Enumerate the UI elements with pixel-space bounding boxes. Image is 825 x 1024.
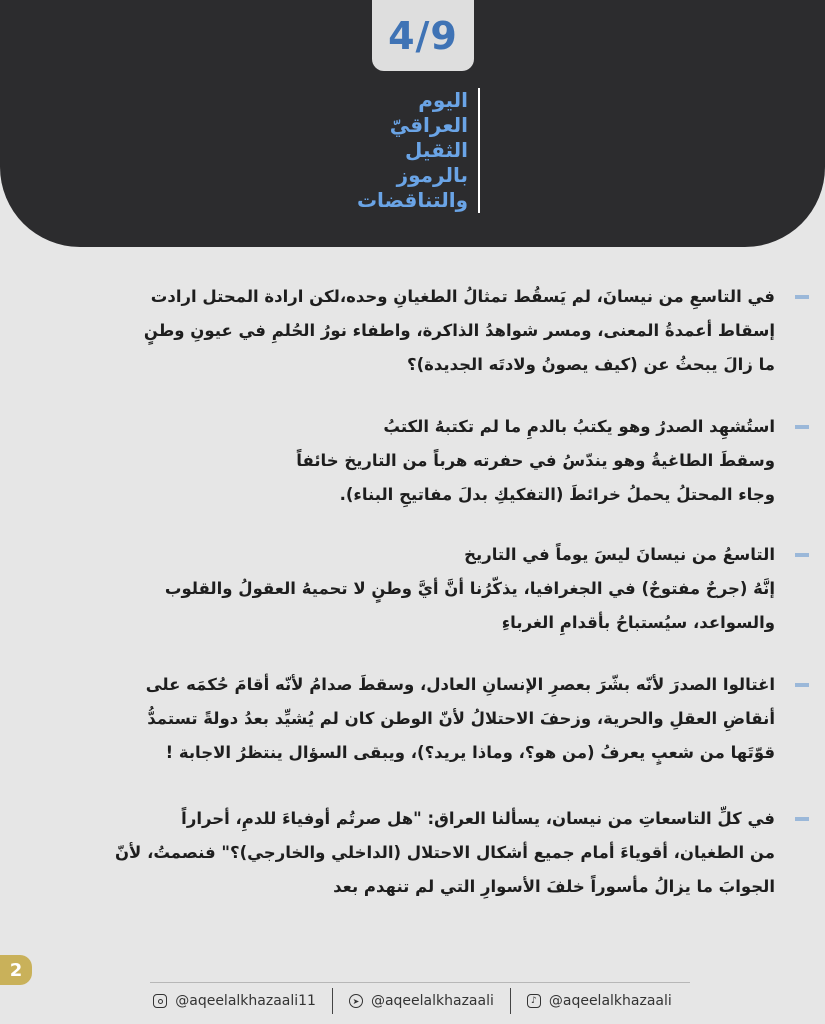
telegram-handle[interactable]	[333, 993, 510, 1009]
instagram-icon	[153, 994, 167, 1008]
paragraph-5	[45, 802, 775, 904]
paragraph-1	[45, 280, 775, 382]
paragraph-4	[45, 668, 775, 770]
paragraph-3	[45, 538, 775, 640]
paragraph-line: أنقاضِ العقلِ والحرية، وزحفَ الاحتلالُ لأنّ الوطن كان لم يُشيِّد بعدُ دولةً تستمدُّ	[147, 709, 775, 728]
title-line: بالرموز	[396, 163, 468, 187]
telegram-icon: ➤	[349, 994, 363, 1008]
title-line: العراقيّ	[389, 113, 468, 137]
paragraph-line: استُشهِد الصدرُ وهو يكتبُ بالدمِ ما لم تكتبهُ الكتبُ	[383, 417, 775, 436]
instagram-handle[interactable]	[137, 993, 332, 1009]
date-text: 4/9	[388, 13, 458, 58]
telegram-handle-text: @aqeelalkhazaali	[370, 993, 494, 1009]
tiktok-handle-text: @aqeelalkhazaali	[548, 993, 672, 1009]
paragraph-line: اغتالوا الصدرَ لأنّه بشّرَ بعصرِ الإنسانِ العادل، وسقطَ صدامُ لأنّه أقامَ حُكمَه على	[145, 675, 775, 694]
paragraph-line: إنَّهُ (جرحٌ مفتوحٌ) في الجغرافيا، يذكّرُنا أنَّ أيَّ وطنٍ لا تحميهُ العقولُ والقلوب	[164, 579, 775, 598]
paragraph-line: في كلِّ التاسعاتِ من نيسان، يسألنا العراق: "هل صرتُم أوفياءَ للدمِ، أحراراً	[181, 809, 775, 828]
date-badge	[372, 0, 474, 71]
title-line: اليوم	[418, 88, 468, 112]
tiktok-handle[interactable]	[511, 993, 688, 1009]
bullet-dash-icon	[795, 295, 809, 299]
title-block	[340, 88, 480, 213]
paragraph-line: الجوابَ ما يزالُ مأسوراً خلفَ الأسوارِ التي لم تنهدم بعد	[333, 877, 775, 896]
paragraph-2	[45, 410, 775, 512]
paragraph-line: ما زالَ يبحثُ عن (كيف يصونُ ولادتَه الجديدة)؟	[407, 355, 775, 374]
paragraph-line: التاسعُ من نيسانَ ليسَ يوماً في التاريخ	[464, 545, 775, 564]
bullet-dash-icon	[795, 425, 809, 429]
paragraph-line: من الطغيان، أقوياءَ أمام جميع أشكال الاحتلال (الداخلي والخارجي)؟" فنصمتُ، لأنّ	[114, 843, 775, 862]
title-line: والتناقضات	[356, 188, 468, 212]
paragraph-line: وجاء المحتلُ يحملُ خرائطَ (التفكيكِ بدلَ مفاتيحِ البناء).	[339, 485, 775, 504]
tiktok-icon: ♪	[527, 994, 541, 1008]
bullet-dash-icon	[795, 683, 809, 687]
footer-socials	[0, 985, 825, 1017]
footer-divider	[150, 982, 690, 983]
page-number: 2	[0, 955, 32, 985]
paragraph-line: قوّتَها من شعبٍ يعرفُ (من هو؟، وماذا يريد؟)، ويبقى السؤال ينتظرُ الاجابة !	[165, 743, 775, 762]
header-banner	[0, 0, 825, 247]
title-line: الثقيل	[405, 138, 468, 162]
bullet-dash-icon	[795, 817, 809, 821]
paragraph-line: في التاسعِ من نيسانَ، لم يَسقُط تمثالُ الطغيانِ وحده،لكن ارادة المحتل ارادت	[150, 287, 775, 306]
bullet-dash-icon	[795, 553, 809, 557]
instagram-handle-text: @aqeelalkhazaali11	[175, 993, 316, 1009]
paragraph-line: إسقاط أعمدةُ المعنى، ومسر شواهدُ الذاكرة، واطفاء نورُ الحُلمِ في عيونِ وطنٍ	[143, 321, 775, 340]
paragraph-line: والسواعد، سيُستباحُ بأقدامِ الغرباءِ	[501, 613, 775, 632]
paragraph-line: وسقطَ الطاغيةُ وهو يندّسُ في حفرته هرباً من التاريخ خائفاً	[296, 451, 775, 470]
